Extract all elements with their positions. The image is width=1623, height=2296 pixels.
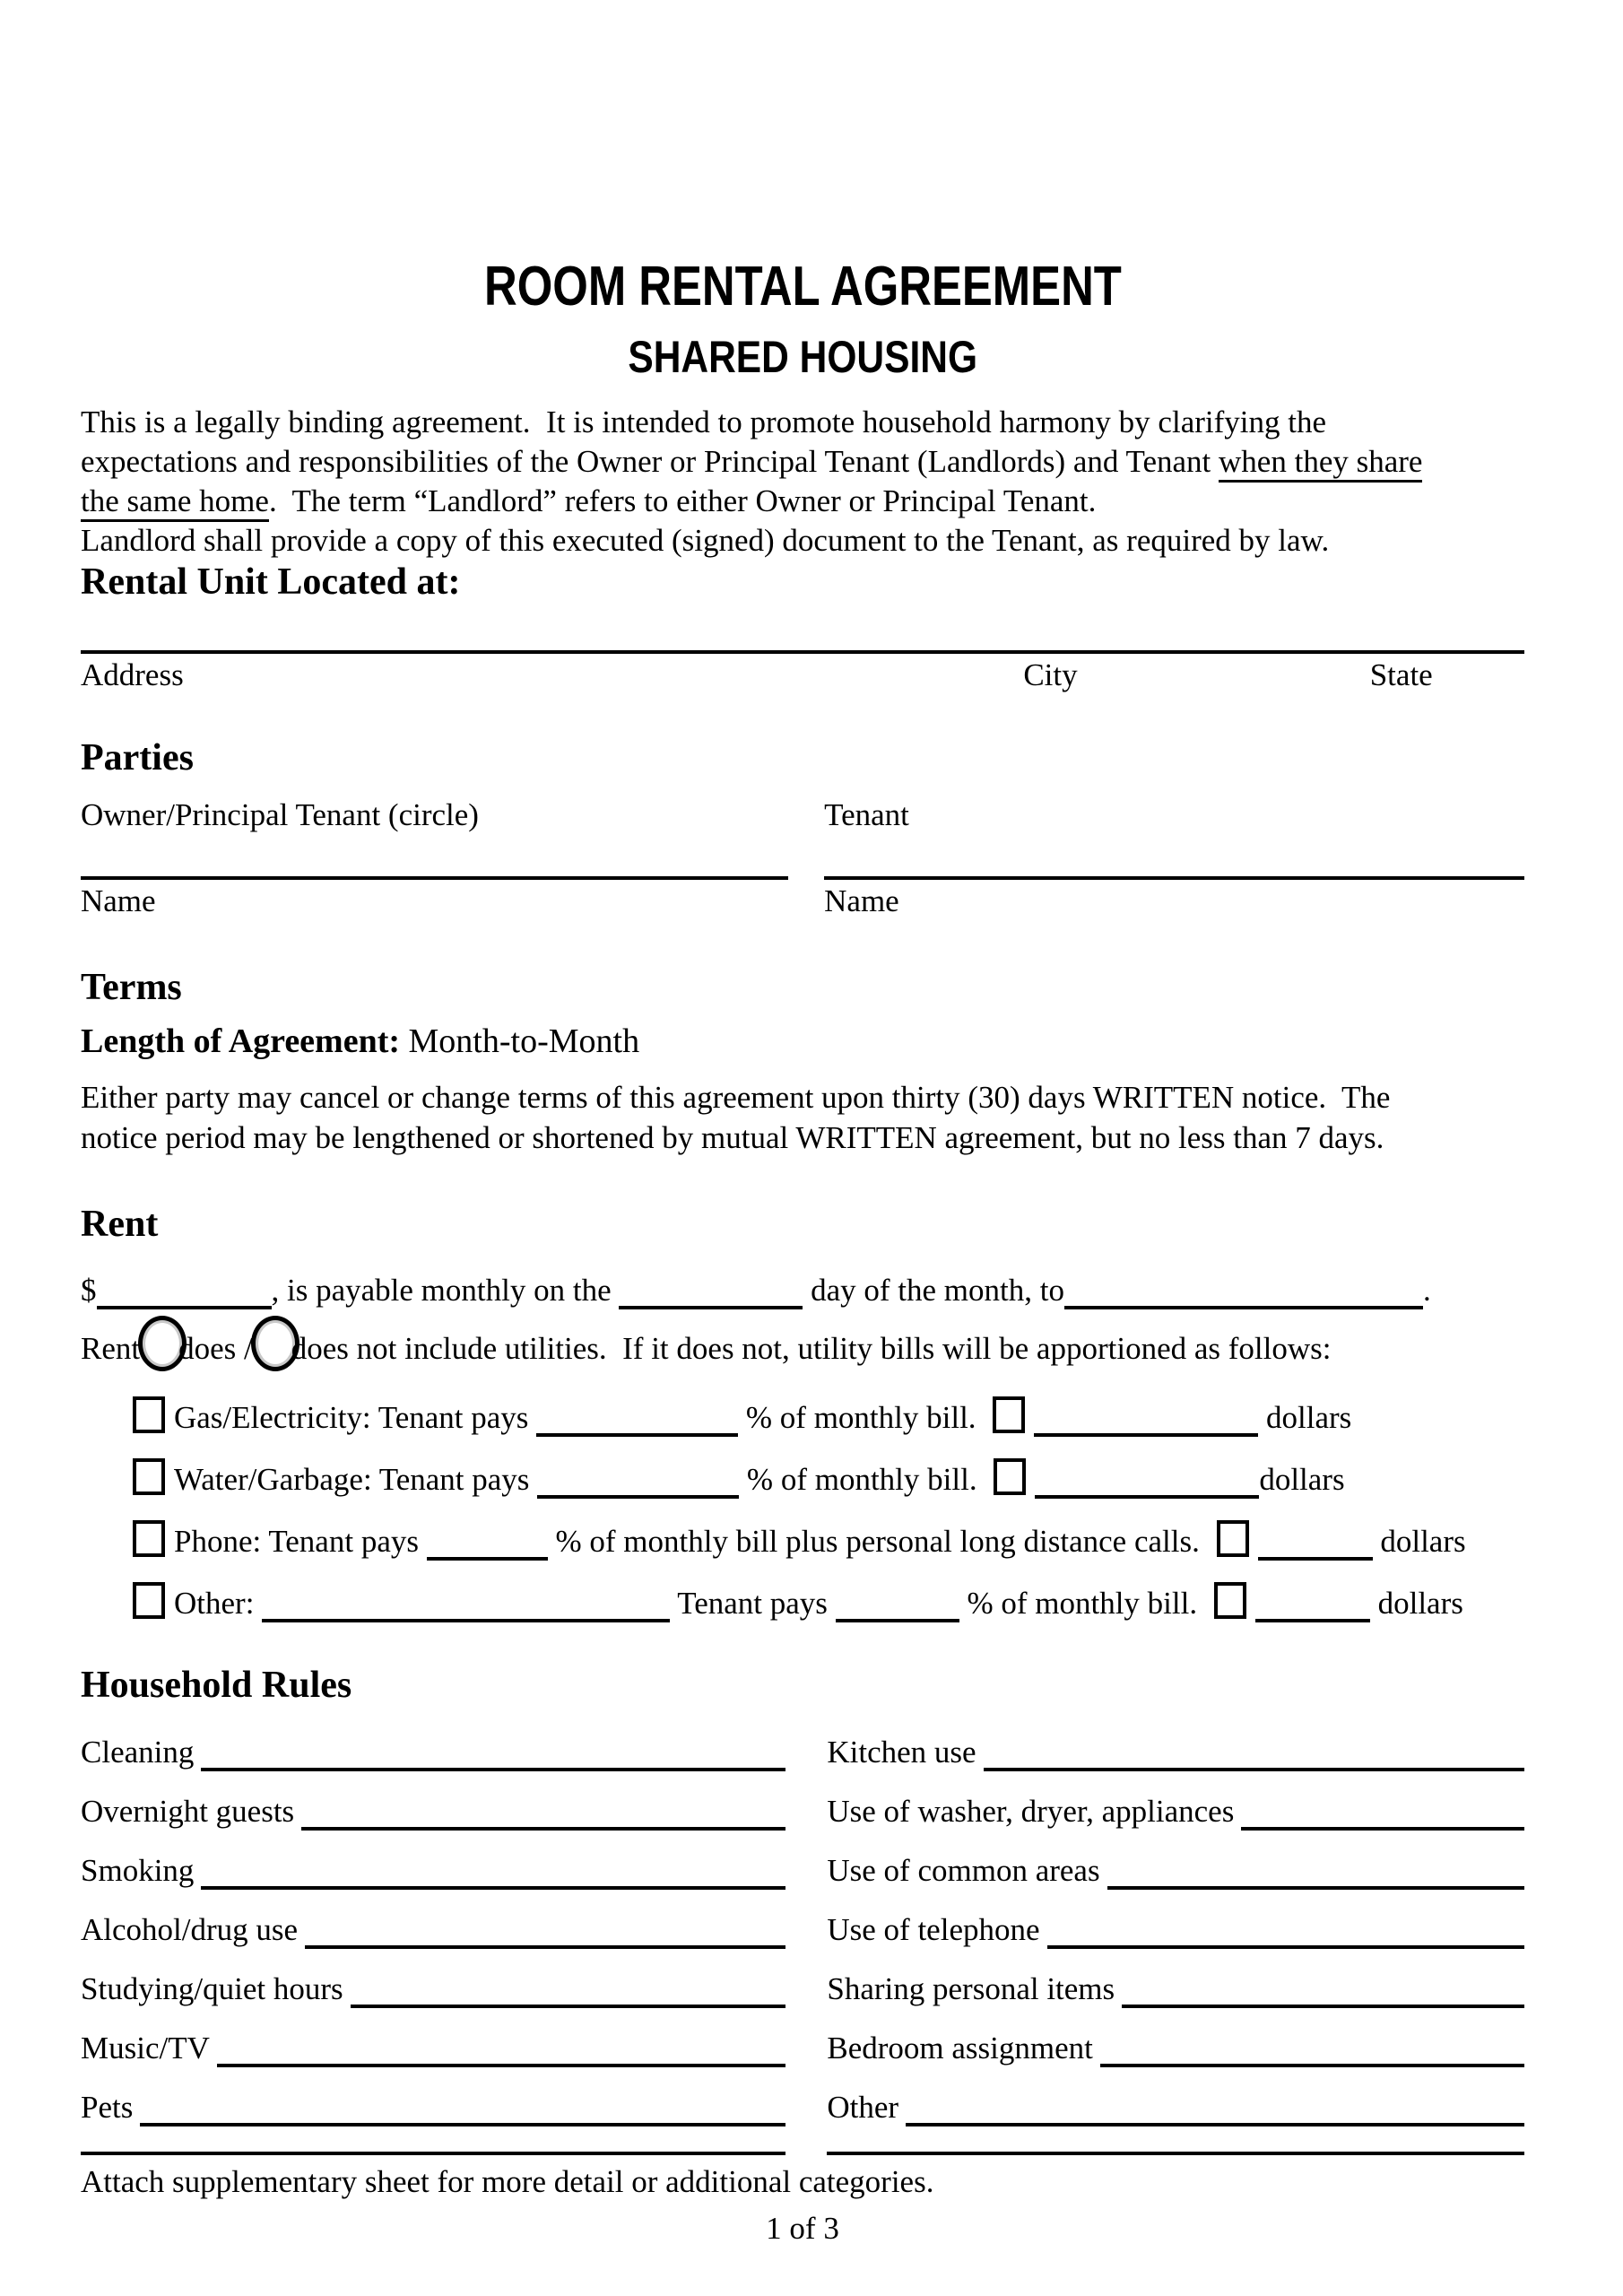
owner-name-label: Name — [81, 883, 156, 918]
rule-row-telephone — [827, 1912, 1524, 1947]
owner-principal-tenant-label: Owner/Principal Tenant (circle) — [81, 797, 479, 832]
kitchen-use-fill-line[interactable] — [984, 1768, 1524, 1771]
sharing-personal-items-label: Sharing personal items — [827, 1971, 1115, 2006]
utility-row-phone — [133, 1520, 1524, 1561]
household-rules-columns — [81, 1710, 1524, 2155]
rent-day-blank[interactable] — [619, 1306, 803, 1309]
household-rules-heading: Household Rules — [81, 1665, 352, 1706]
phone-mid-text: % of monthly bill plus personal long distance calls. — [547, 1524, 1208, 1559]
washer-dryer-appliances-fill-line[interactable] — [1241, 1827, 1524, 1831]
intro-line-4: Landlord shall provide a copy of this executed (signed) document to the Tenant, as required by law. — [81, 523, 1330, 558]
water-garbage-checkbox[interactable] — [133, 1458, 165, 1495]
gas-electricity-dollars-checkbox[interactable] — [993, 1396, 1025, 1433]
rule-row-washer-dryer-appliances — [827, 1794, 1524, 1829]
gas-electricity-checkbox[interactable] — [133, 1396, 165, 1433]
other-utility-label: Other: — [174, 1586, 263, 1621]
rent-amount-period: . — [1422, 1273, 1431, 1308]
overnight-guests-fill-line[interactable] — [301, 1827, 785, 1831]
rent-utilities-pre: Rent — [81, 1331, 141, 1366]
gas-electricity-tail-text: dollars — [1258, 1400, 1352, 1435]
rule-row-sharing-personal-items — [827, 1971, 1524, 2006]
tenant-name-label: Name — [824, 883, 899, 918]
utility-row-gas-electricity — [133, 1396, 1524, 1437]
owner-name-fill-line[interactable] — [81, 876, 788, 880]
water-garbage-dollars-blank[interactable] — [1035, 1495, 1259, 1499]
bedroom-assignment-fill-line[interactable] — [1100, 2064, 1524, 2067]
water-garbage-dollars-checkbox[interactable] — [994, 1458, 1026, 1495]
rent-utilities-mid: does / — [178, 1331, 253, 1366]
phone-tail-text: dollars — [1372, 1524, 1466, 1559]
common-areas-fill-line[interactable] — [1107, 1886, 1524, 1890]
dollar-sign: $ — [81, 1273, 97, 1308]
washer-dryer-appliances-label: Use of washer, dryer, appliances — [827, 1794, 1235, 1829]
extra-right-fill-line[interactable] — [827, 2152, 1524, 2155]
utility-row-other — [133, 1582, 1524, 1622]
water-garbage-mid-text: % of monthly bill. — [739, 1462, 985, 1497]
utility-row-water-garbage — [133, 1458, 1524, 1499]
intro-line-2-text: expectations and responsibilities of the Owner or Principal Tenant (Landlords) and Tenant — [81, 444, 1219, 479]
cleaning-fill-line[interactable] — [201, 1768, 785, 1771]
music-tv-label: Music/TV — [81, 2031, 210, 2066]
phone-checkbox[interactable] — [133, 1520, 165, 1557]
rule-row-alcohol-drug-use — [81, 1912, 785, 1947]
other-utility-mid1-text: Tenant pays — [670, 1586, 836, 1621]
water-garbage-percent-blank[interactable] — [537, 1495, 739, 1499]
name-fill-lines — [81, 876, 1524, 880]
intro-line-1: This is a legally binding agreement. It is intended to promote household harmony by clarifying the — [81, 404, 1326, 439]
rent-amount-text-1: , is payable monthly on the — [271, 1273, 620, 1308]
extra-rule-row-right — [827, 2152, 1524, 2155]
rule-row-music-tv — [81, 2031, 785, 2066]
rent-payee-blank[interactable] — [1064, 1306, 1423, 1309]
intro-underlined-phrase-1: when they share — [1219, 444, 1422, 483]
gas-electricity-label: Gas/Electricity: Tenant pays — [174, 1400, 537, 1435]
intro-line-3-text: . The term “Landlord” refers to either Owner or Principal Tenant. — [268, 483, 1097, 518]
overnight-guests-label: Overnight guests — [81, 1794, 295, 1829]
rule-row-other — [827, 2090, 1524, 2125]
state-label: State — [1369, 657, 1433, 692]
other-utility-name-blank[interactable] — [262, 1619, 670, 1622]
music-tv-fill-line[interactable] — [217, 2064, 785, 2067]
household-rules-right-column — [827, 1710, 1524, 2155]
cleaning-label: Cleaning — [81, 1735, 195, 1770]
bedroom-assignment-label: Bedroom assignment — [827, 2031, 1093, 2066]
gas-electricity-dollars-blank[interactable] — [1034, 1433, 1258, 1437]
rule-row-cleaning — [81, 1735, 785, 1770]
pets-label: Pets — [81, 2090, 134, 2125]
other-utility-tail-text: dollars — [1369, 1586, 1463, 1621]
terms-heading: Terms — [81, 967, 182, 1008]
other-rule-fill-line[interactable] — [906, 2123, 1524, 2126]
name-label-row — [81, 883, 1524, 925]
phone-dollars-checkbox[interactable] — [1217, 1520, 1249, 1557]
studying-quiet-hours-fill-line[interactable] — [351, 2005, 785, 2008]
water-garbage-label: Water/Garbage: Tenant pays — [174, 1462, 538, 1497]
smoking-label: Smoking — [81, 1853, 195, 1888]
extra-rule-row-left — [81, 2152, 785, 2155]
pets-fill-line[interactable] — [140, 2123, 785, 2126]
gas-electricity-mid-text: % of monthly bill. — [738, 1400, 985, 1435]
intro-line-2 — [81, 442, 1524, 482]
alcohol-drug-use-fill-line[interactable] — [305, 1945, 785, 1949]
tenant-label: Tenant — [824, 797, 909, 832]
rent-heading: Rent — [81, 1204, 159, 1245]
rule-row-common-areas — [827, 1853, 1524, 1888]
length-of-agreement-label: Length of Agreement: — [81, 1022, 401, 1060]
household-rules-left-column — [81, 1710, 785, 2155]
rule-row-overnight-guests — [81, 1794, 785, 1829]
telephone-fill-line[interactable] — [1047, 1945, 1524, 1949]
other-rule-label: Other — [827, 2090, 899, 2125]
length-of-agreement-line — [81, 1020, 1524, 1063]
other-utility-checkbox[interactable] — [133, 1582, 165, 1619]
rule-row-pets — [81, 2090, 785, 2125]
intro-line-3 — [81, 482, 1524, 521]
document-title-text: ROOM RENTAL AGREEMENT — [483, 256, 1122, 317]
document-subtitle — [81, 333, 1524, 387]
intro-paragraph — [81, 403, 1524, 561]
kitchen-use-label: Kitchen use — [827, 1735, 976, 1770]
rent-utilities-post: does not include utilities. If it does not, utility bills will be apportioned as follows: — [291, 1331, 1332, 1366]
page-number: 1 of 3 — [766, 2211, 839, 2246]
attach-note: Attach supplementary sheet for more detail or additional categories. — [81, 2164, 934, 2199]
other-utility-percent-blank[interactable] — [836, 1619, 959, 1622]
rent-amount-text-2: day of the month, to — [803, 1273, 1064, 1308]
rent-amount-blank[interactable] — [97, 1306, 272, 1309]
parties-heading: Parties — [81, 737, 194, 778]
other-utility-mid2-text: % of monthly bill. — [959, 1586, 1205, 1621]
telephone-label: Use of telephone — [827, 1912, 1040, 1947]
document-title — [81, 258, 1524, 324]
document-subtitle-text: SHARED HOUSING — [628, 332, 977, 382]
notice-line-2: notice period may be lengthened or shortened by mutual WRITTEN agreement, but no less than 7 days. — [81, 1120, 1384, 1155]
rule-row-studying-quiet-hours — [81, 1971, 785, 2006]
common-areas-label: Use of common areas — [827, 1853, 1100, 1888]
other-utility-dollars-checkbox[interactable] — [1214, 1582, 1246, 1619]
gas-electricity-percent-blank[interactable] — [536, 1433, 738, 1437]
rule-row-kitchen-use — [827, 1735, 1524, 1770]
rent-amount-line — [81, 1267, 1524, 1314]
alcohol-drug-use-label: Alcohol/drug use — [81, 1912, 299, 1947]
notice-line-1: Either party may cancel or change terms of this agreement upon thirty (30) days WRITTEN notice. The — [81, 1080, 1391, 1115]
rule-row-bedroom-assignment — [827, 2031, 1524, 2066]
address-fill-line[interactable] — [81, 650, 1524, 654]
rule-row-smoking — [81, 1853, 785, 1888]
address-label: Address — [81, 657, 184, 692]
other-utility-dollars-blank[interactable] — [1255, 1619, 1370, 1622]
city-label: City — [1023, 657, 1078, 692]
extra-left-fill-line[interactable] — [81, 2152, 785, 2155]
smoking-fill-line[interactable] — [201, 1886, 785, 1890]
sharing-personal-items-fill-line[interactable] — [1122, 2005, 1524, 2008]
rent-utilities-line — [81, 1316, 1524, 1375]
tenant-name-fill-line[interactable] — [824, 876, 1524, 880]
intro-underlined-phrase-2: the same home — [81, 483, 269, 522]
studying-quiet-hours-label: Studying/quiet hours — [81, 1971, 343, 2006]
phone-dollars-blank[interactable] — [1258, 1557, 1373, 1561]
water-garbage-tail-text: dollars — [1259, 1462, 1345, 1497]
rental-unit-heading: Rental Unit Located at: — [81, 561, 461, 603]
parties-label-row — [81, 797, 1524, 839]
phone-percent-blank[interactable] — [427, 1557, 548, 1561]
notice-paragraph — [81, 1077, 1524, 1158]
phone-label: Phone: Tenant pays — [174, 1524, 427, 1559]
address-label-row — [81, 657, 1524, 699]
length-of-agreement-value: Month-to-Month — [400, 1022, 640, 1060]
